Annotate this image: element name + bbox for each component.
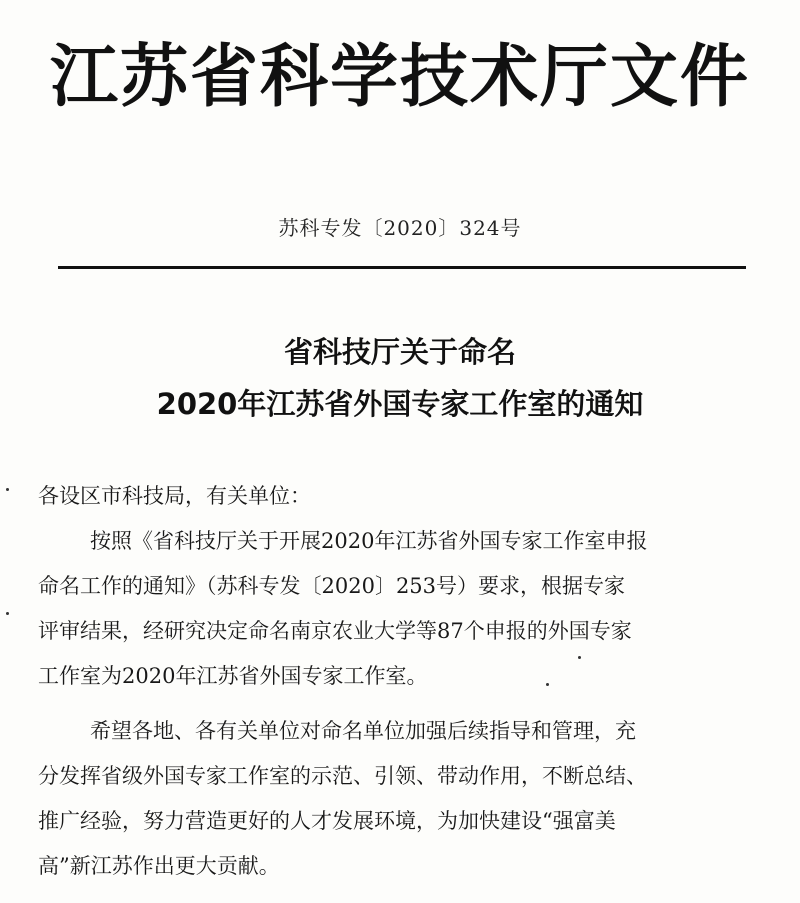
notice-body — [38, 474, 768, 889]
notice-title-line-2: 2020年江苏省外国专家工作室的通知 — [156, 387, 644, 421]
notice-title-line-1: 省科技厅关于命名 — [283, 335, 516, 369]
paragraph-2-line-1: 希望各地、各有关单位对命名单位加强后续指导和管理，充 — [90, 719, 636, 743]
issuer-header — [40, 18, 760, 138]
issuer-title: 江苏省科学技术厅文件 — [49, 38, 750, 117]
scan-speck — [578, 656, 581, 659]
paragraph-1-line-2: 命名工作的通知》（苏科专发〔2020〕253号）要求，根据专家 — [38, 574, 626, 598]
header-divider — [58, 266, 746, 269]
paragraph-1-line-4: 工作室为2020年江苏省外国专家工作室。 — [38, 664, 428, 688]
paragraph-1-line-1: 按照《省科技厅关于开展2020年江苏省外国专家工作室申报 — [90, 529, 648, 553]
scan-speck — [546, 683, 549, 686]
scan-speck — [6, 488, 9, 491]
notice-title — [0, 326, 800, 430]
salutation: 各设区市科技局，有关单位： — [38, 484, 311, 508]
scan-speck — [6, 612, 9, 615]
paragraph-2-line-2: 分发挥省级外国专家工作室的示范、引领、带动作用，不断总结、 — [38, 764, 647, 788]
paragraph-2-line-3: 推广经验，努力营造更好的人才发展环境，为加快建设“强富美 — [38, 809, 616, 833]
paragraph-2-line-4: 高”新江苏作出更大贡献。 — [38, 854, 280, 878]
document-number: 苏科专发〔2020〕324号 — [278, 216, 522, 240]
paragraph-1-line-3: 评审结果，经研究决定命名南京农业大学等87个申报的外国专家 — [38, 619, 632, 643]
